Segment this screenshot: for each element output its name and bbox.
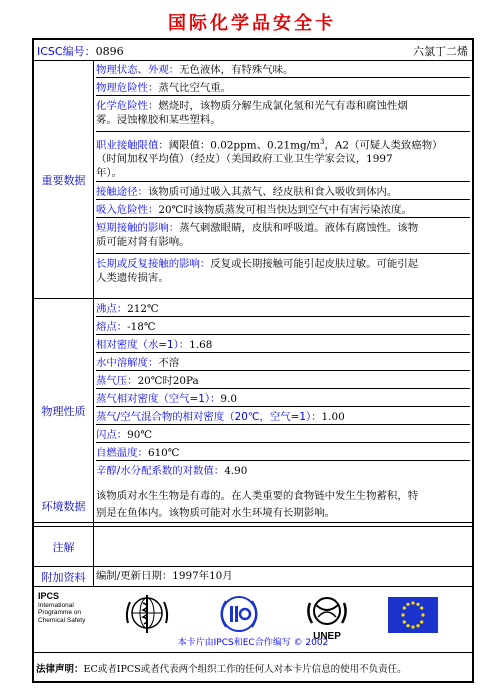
important-data-label: 重要数据 xyxy=(34,61,94,298)
row-inhalation-risk: 吸入危险性：20℃时该物质蒸发可相当快达到空气中有害污染浓度。 xyxy=(96,203,470,218)
safety-card xyxy=(32,38,474,683)
ipcs-block: IPCS International Programme on Chemical Safety xyxy=(38,591,86,624)
row-short-term-effects: 短期接触的影响：蒸气刺激眼睛，皮肤和呼吸道。液体有腐蚀性。该物 质可能对肾有影响。 xyxy=(96,221,470,254)
footer-caption: 本卡片由IPCS和EC合作编写 © 2002 xyxy=(177,638,329,648)
row-log-kow: 辛醇/水分配系数的对数值：4.90 xyxy=(96,465,248,477)
additional-info-section xyxy=(34,567,472,587)
eu-flag-icon xyxy=(388,597,438,633)
row-flash-point: 闪点：90℃ xyxy=(96,428,470,443)
ipcs-title: IPCS xyxy=(38,591,60,601)
environment-text: 该物质对水生生物是有毒的。在人类重要的食物链中发生生物蓄积，特 别是在鱼体内。该物质可能对水生环境有长期影响。 xyxy=(96,490,419,519)
row-appearance: 物理状态、外观：无色液体，有特殊气味。 xyxy=(96,63,470,78)
row-melting-point: 熔点：-18℃ xyxy=(96,320,470,335)
icsc-code-value: 0896 xyxy=(95,45,124,58)
unep-label: UNEP xyxy=(313,631,341,642)
row-relative-density: 相对密度（水=1）：1.68 xyxy=(96,338,470,353)
row-autoignition: 自燃温度：610℃ xyxy=(96,446,470,461)
row-vapour-pressure: 蒸气压：20℃时20Pa xyxy=(96,374,470,389)
row-mixture-density: 蒸气/空气混合物的相对密度（20℃，空气=1）：1.00 xyxy=(96,410,470,425)
row-physical-danger: 物理危险性：蒸气比空气重。 xyxy=(96,81,470,96)
card-title: 国际化学品安全卡 xyxy=(168,13,336,34)
environment-section xyxy=(34,485,472,527)
notes-label: 注解 xyxy=(34,527,94,566)
row-exposure-routes: 接触途径：该物质可通过吸入其蒸气、经皮肤和食入吸收到体内。 xyxy=(96,185,470,200)
legal-section xyxy=(34,653,472,681)
chemical-name: 六氯丁二烯 xyxy=(413,45,468,58)
additional-info-label: 附加资料 xyxy=(34,567,94,586)
card-header-row xyxy=(34,40,472,61)
legal-text: EC或者IPCS或者代表两个组织工作的任何人对本卡片信息的使用不负责任。 xyxy=(83,664,407,675)
physical-properties-label: 物理性质 xyxy=(34,299,94,522)
legal-label: 法律声明： xyxy=(36,664,84,675)
footer-logos xyxy=(34,587,472,653)
ilo-logo-icon xyxy=(214,593,264,637)
row-boiling-point: 沸点：212℃ xyxy=(96,302,470,317)
row-exposure-limits: 职业接触限值：阈限值：0.02ppm、$0.21mg/m^3$，A2（可疑人类致癌物） （时间加权平均值）（经皮）（美国政府工业卫生学家会议，1997 年）。 xyxy=(96,135,470,182)
who-logo-icon xyxy=(122,593,172,637)
row-vapour-density: 蒸气相对密度（空气=1）：9.0 xyxy=(96,392,470,407)
notes-section xyxy=(34,527,472,567)
row-water-solubility: 水中溶解度：不溶 xyxy=(96,356,470,371)
important-data-section xyxy=(34,61,472,299)
additional-info-text: 编制/更新日期：1997年10月 xyxy=(96,570,233,582)
row-long-term-effects: 长期或反复接触的影响：反复或长期接触可能引起皮肤过敏。可能引起 人类遗传损害。 xyxy=(96,258,419,284)
environment-label: 环境数据 xyxy=(34,485,94,526)
row-chemical-danger: 化学危险性：燃烧时，该物质分解生成氯化氢和光气有毒和腐蚀性烟 雾。浸蚀橡胶和某些塑料。 xyxy=(96,99,470,132)
icsc-code-label: ICSC编号： xyxy=(37,45,96,58)
